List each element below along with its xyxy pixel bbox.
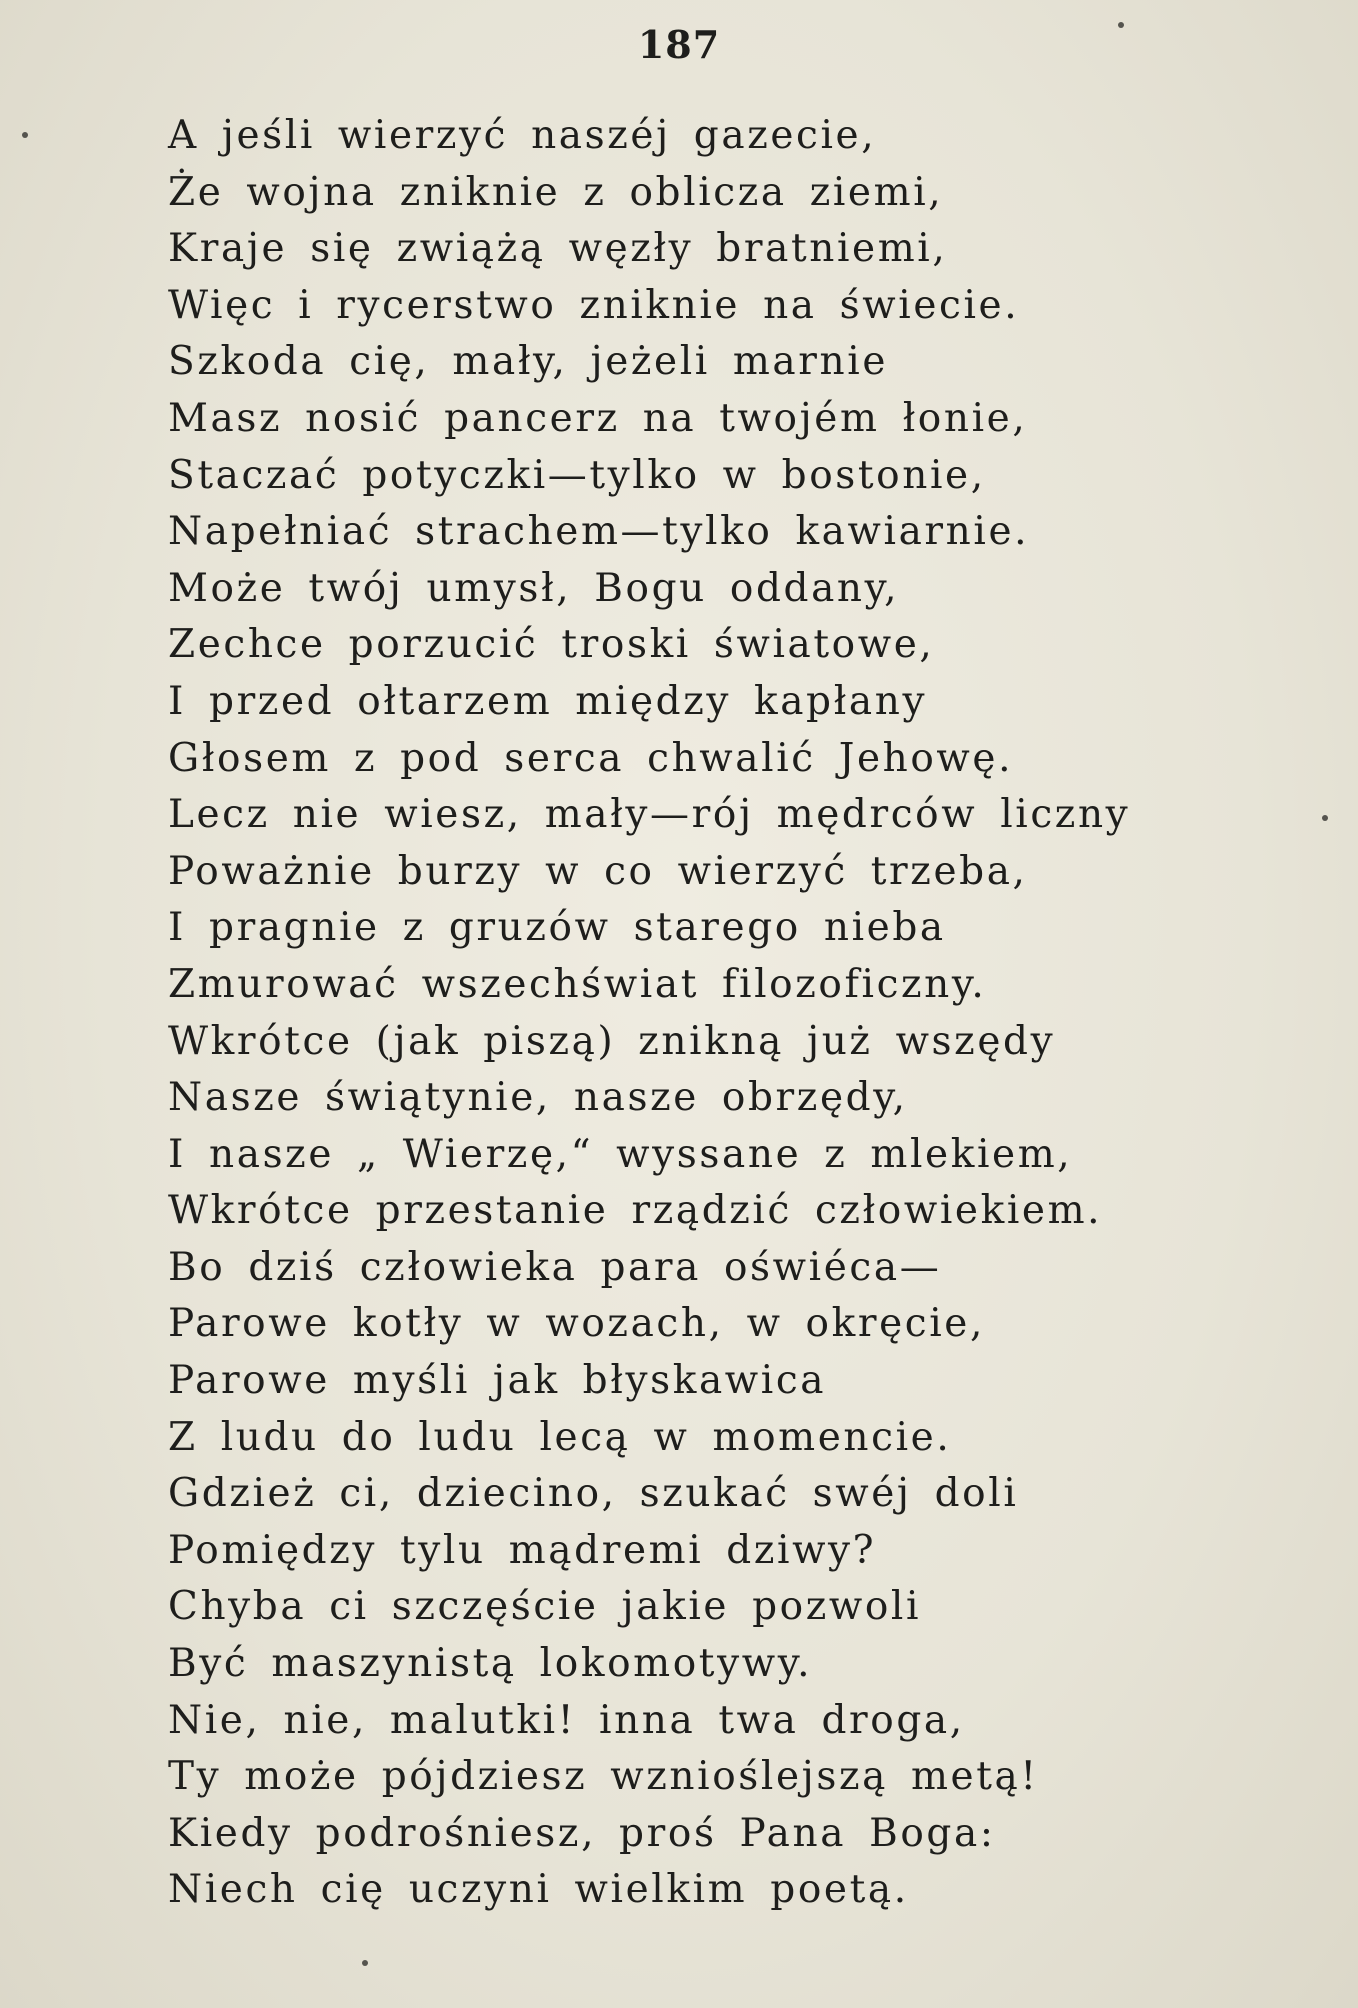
paper-speck	[362, 1960, 368, 1966]
poem-line: Niech cię uczyni wielkim poetą.	[168, 1867, 909, 1913]
poem	[168, 108, 1288, 1919]
poem-line: Zechce porzucić troski światowe,	[168, 622, 935, 668]
poem-line: Wkrótce (jak piszą) znikną już wszędy	[168, 1018, 1056, 1064]
paper-speck	[22, 132, 28, 138]
poem-line: Z ludu do ludu lecą w momencie.	[168, 1414, 952, 1460]
page-number: 187	[637, 22, 721, 67]
poem-line: Ty może pójdziesz wznioślejszą metą!	[168, 1754, 1039, 1800]
poem-line: Głosem z pod serca chwalić Jehowę.	[168, 735, 1014, 781]
poem-line: Chyba ci szczęście jakie pozwoli	[168, 1584, 922, 1630]
poem-line: Być maszynistą lokomotywy.	[168, 1641, 813, 1687]
paper-speck	[1322, 815, 1328, 821]
poem-line: Masz nosić pancerz na twojém łonie,	[168, 395, 1028, 441]
poem-line: Może twój umysł, Bogu oddany,	[168, 565, 900, 611]
poem-line: A jeśli wierzyć naszéj gazecie,	[168, 113, 877, 158]
poem-line: Więc i rycerstwo zniknie na świecie.	[168, 282, 1020, 328]
poem-line: Nasze świątynie, nasze obrzędy,	[168, 1075, 908, 1121]
poem-line: Zmurować wszechświat filozoficzny.	[168, 961, 987, 1007]
poem-line: Kiedy podrośniesz, proś Pana Boga:	[168, 1810, 996, 1856]
poem-line: Lecz nie wiesz, mały—rój mędrców liczny	[168, 792, 1131, 838]
paper-speck	[1118, 22, 1124, 28]
poem-line: Bo dziś człowieka para oświéca—	[168, 1244, 942, 1290]
poem-line: Nie, nie, malutki! inna twa droga,	[168, 1697, 965, 1743]
poem-line: Gdzież ci, dziecino, szukać swéj doli	[168, 1471, 1019, 1517]
poem-line: I przed ołtarzem między kapłany	[168, 678, 928, 724]
poem-line: Parowe myśli jak błyskawica	[168, 1358, 827, 1404]
poem-line: Poważnie burzy w co wierzyć trzeba,	[168, 848, 1028, 894]
poem-line: I nasze „ Wierzę,“ wyssane z mlekiem,	[168, 1131, 1073, 1177]
poem-line: Staczać potyczki—tylko w bostonie,	[168, 452, 986, 498]
poem-line: Wkrótce przestanie rządzić człowiekiem.	[168, 1188, 1103, 1234]
poem-line: Parowe kotły w wozach, w okręcie,	[168, 1301, 985, 1347]
poem-line: Że wojna zniknie z oblicza ziemi,	[168, 169, 944, 215]
poem-line: Pomiędzy tylu mądremi dziwy?	[168, 1527, 877, 1573]
poem-line: Szkoda cię, mały, jeżeli marnie	[168, 339, 888, 385]
poem-line: Napełniać strachem—tylko kawiarnie.	[168, 509, 1030, 555]
poem-line: I pragnie z gruzów starego nieba	[168, 905, 946, 951]
poem-line: Kraje się zwiążą węzły bratniemi,	[168, 226, 948, 272]
